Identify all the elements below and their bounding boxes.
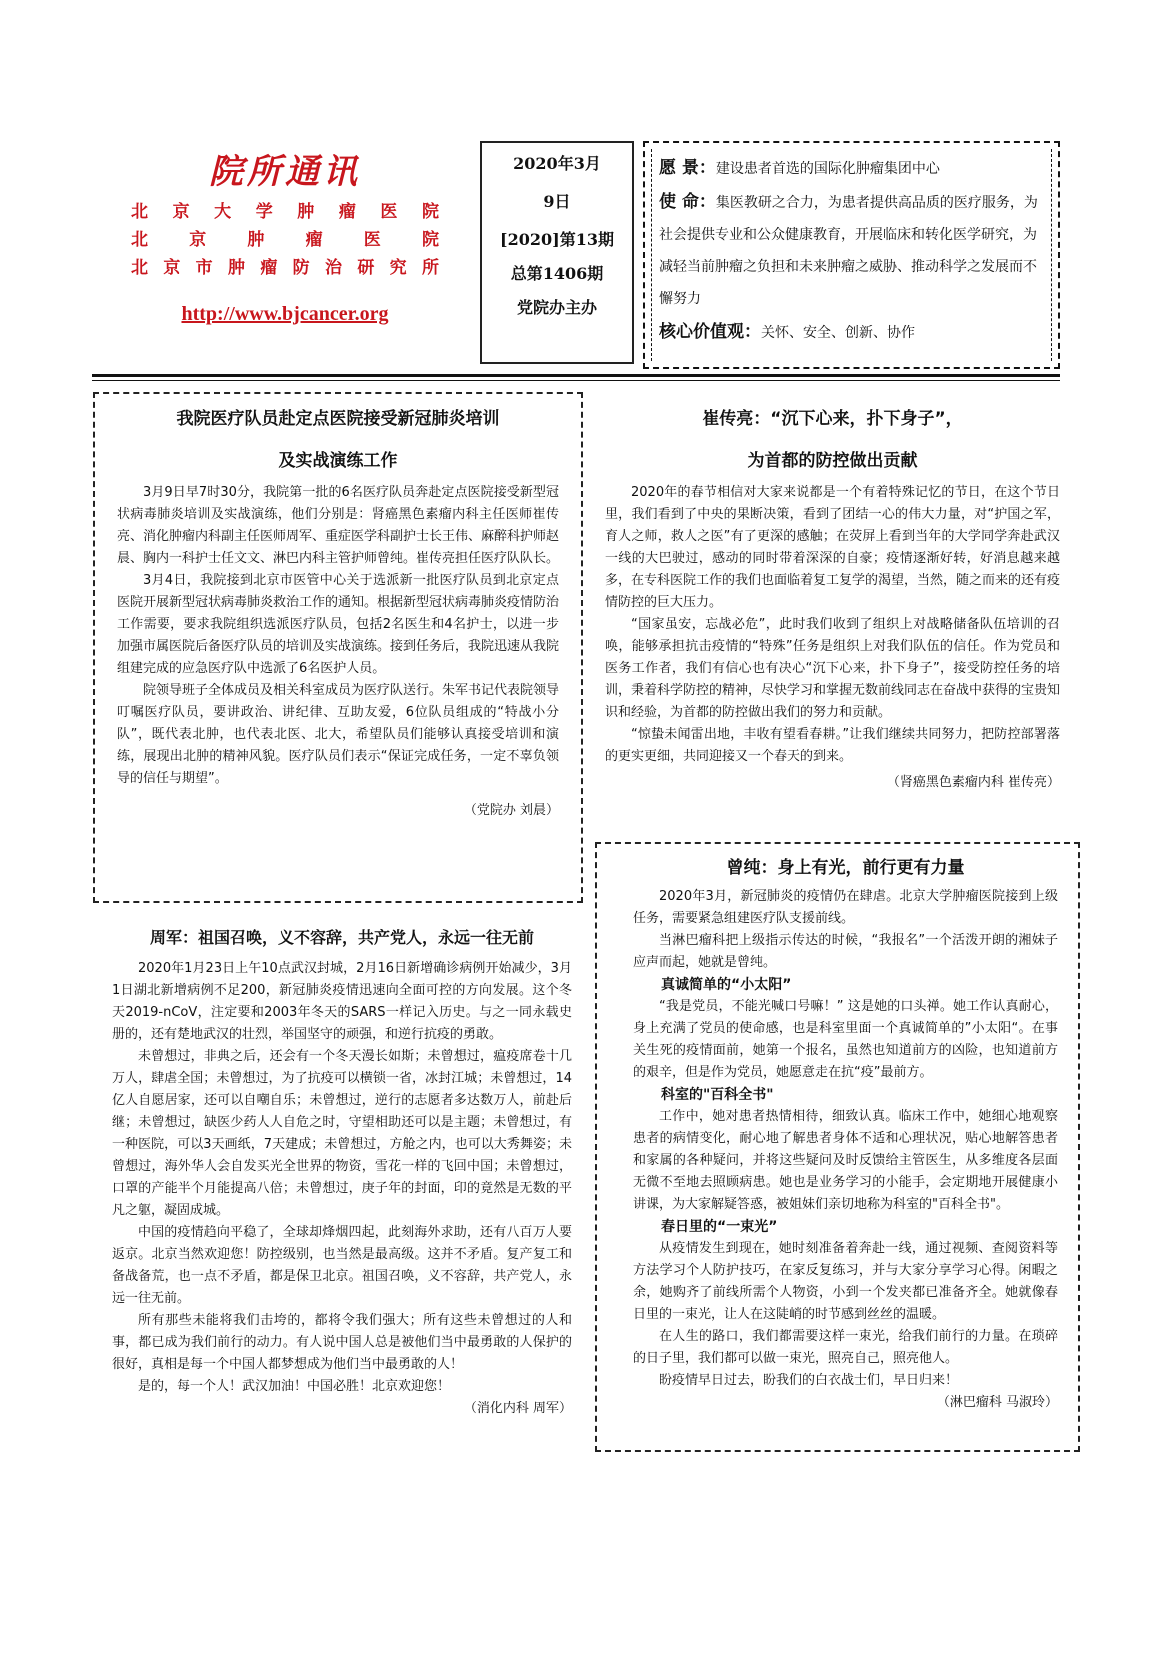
section-heading-encyclopedia: 科室的"百科全书" bbox=[661, 1087, 774, 1103]
article-zhoujun-para-1: 2020年1月23日上午10点武汉封城，2月16日新增确诊病例开始减少，3月1日湖北新增病例不足200，新冠肺炎疫情迅速向全面可控的方向发展。这个冬天2019-nCoV，注定要和2003年冬天的SARS一样记入历史。与之一同永载史册的，还有楚地武汉的壮烈，举国坚守的顽强，和逆行抗疫的勇敢。 bbox=[112, 961, 572, 1042]
article-training-para-2: 3月4日，我院接到北京市医管中心关于选派新一批医疗队员到北京定点医院开展新型冠状病毒肺炎救治工作的通知。根据新型冠状病毒肺炎疫情防治工作需要，要求我院组织选派医疗队员，包括2名医生和4名护士，以进一步加强市属医院后备医疗队员的培训及实战演练。接到任务后，我院迅速从我院组建完成的应急医疗队中选派了6名医护人员。 bbox=[117, 573, 560, 676]
issue-number: [2020]第13期 bbox=[500, 230, 614, 249]
website-link[interactable]: http://www.bjcancer.org bbox=[181, 303, 389, 325]
vision-label: 愿 景： bbox=[659, 158, 716, 178]
article-training-signature: （党院办 刘晨） bbox=[463, 803, 559, 818]
article-zhoujun bbox=[112, 918, 572, 1420]
article-zengchun-intro-2: 当淋巴瘤科把上级指示传达的时候，“我报名”一个活泼开朗的湘妹子应声而起，她就是曾纯。 bbox=[633, 933, 1058, 970]
article-zhoujun-signature: （消化内科 周军） bbox=[463, 1401, 572, 1416]
article-zengchun-title: 曾纯：身上有光，前行更有力量 bbox=[726, 858, 965, 878]
article-zengchun-closing-2: 盼疫情早日过去，盼我们的白衣战士们，早日归来！ bbox=[659, 1373, 959, 1388]
article-cui-title-2: 为首都的防控做出贡献 bbox=[747, 451, 918, 471]
article-cui-para-2: “国家虽安，忘战必危”，此时我们收到了组织上对战略储备队伍培训的召唤，能够承担抗击疫情的“特殊”任务是组织上对我们队伍的信任。作为党员和医务工作者，我们有信心也有决心“沉下心来，扑下身子”，接受防控任务的培训，秉着科学防控的精神，尽快学习和掌握无数前线同志在奋战中获得的宝贵知识和经验，为首都的防控做出我们的努力和贡献。 bbox=[605, 617, 1061, 720]
core-values bbox=[659, 315, 1048, 350]
issue-date-day: 9日 bbox=[543, 192, 571, 211]
article-training-title-1: 我院医疗队员赴定点医院接受新冠肺炎培训 bbox=[176, 409, 500, 429]
article-zengchun-closing-1: 在人生的路口，我们都需要这样一束光，给我们前行的力量。在琐碎的日子里，我们都可以做一束光，照亮自己，照亮他人。 bbox=[633, 1329, 1058, 1366]
issue-date-year-month: 2020年3月 bbox=[513, 154, 601, 173]
article-cui-signature: （肾癌黑色素瘤内科 崔传亮） bbox=[886, 775, 1060, 790]
mission-text: 集医教研之合力，为患者提供高品质的医疗服务，为社会提供专业和公众健康教育，开展临床和转化医学研究，为减轻当前肿瘤之负担和未来肿瘤之威胁、推动科学之发展而不懈努力 bbox=[659, 195, 1038, 307]
article-zhoujun-para-4: 所有那些未能将我们击垮的，都将令我们强大；所有这些未曾想过的人和事，都已成为我们前行的动力。有人说中国人总是被他们当中最勇敢的人保护的很好，真相是每一个中国人都梦想成为他们当中最勇敢的人！ bbox=[112, 1313, 572, 1372]
header-rule-thick bbox=[92, 374, 1060, 377]
institution-name-1: 北京大学肿瘤医院 bbox=[131, 202, 439, 222]
article-training-para-1: 3月9日早7时30分，我院第一批的6名医疗队员奔赴定点医院接受新型冠状病毒肺炎培训及实战演练，他们分别是：肾癌黑色素瘤内科主任医师崔传亮、消化肿瘤内科副主任医师周军、重症医学科副护士长王伟、麻醉科护师赵晨、胸内一科护士任文文、淋巴内科主管护师曾纯。崔传亮担任医疗队队长。 bbox=[117, 485, 560, 566]
article-zengchun-box bbox=[595, 842, 1080, 1452]
vision-text: 建设患者首选的国际化肿瘤集团中心 bbox=[715, 161, 940, 177]
newsletter-title: 院所通讯 bbox=[209, 152, 361, 192]
article-training-para-3: 院领导班子全体成员及相关科室成员为医疗队送行。朱军书记代表院领导叮嘱医疗队员，要讲政治、讲纪律、互助友爱，6位队员组成的“特战小分队”，既代表北肿，也代表北医、北大，希望队员们能够认真接受培训和演练，展现出北肿的精神风貌。医疗队员们表示“保证完成任务，一定不辜负领导的信任与期望”。 bbox=[117, 683, 560, 786]
section-text-encyclopedia: 工作中，她对患者热情相待，细致认真。临床工作中，她细心地观察患者的病情变化，耐心地了解患者身体不适和心理状况，贴心地解答患者和家属的各种疑问，并将这些疑问及时反馈给主管医生，从多维度各层面无微不至地去照顾病患。她也是业务学习的小能手，会定期地开展健康小讲课，为大家解疑答惑，被姐妹们亲切地称为科室的"百科全书"。 bbox=[633, 1109, 1058, 1212]
article-training-box bbox=[93, 392, 583, 903]
vision-statement bbox=[659, 151, 1048, 186]
institution-name-3: 北京市肿瘤防治研究所 bbox=[131, 258, 439, 278]
core-values-text: 关怀、安全、创新、协作 bbox=[761, 325, 915, 341]
article-cuichuanliang bbox=[605, 398, 1060, 794]
article-zengchun-signature: （淋巴瘤科 马淑玲） bbox=[936, 1395, 1058, 1410]
section-text-light: 从疫情发生到现在，她时刻准备着奔赴一线，通过视频、查阅资料等方法学习个人防护技巧，在家反复练习，并与大家分享学习心得。闲暇之余，她购齐了前线所需个人物资，小到一个发夹都已准备齐全。她就像春日里的一束光，让人在这陡峭的时节感到丝丝的温暖。 bbox=[633, 1241, 1058, 1322]
header-rule-thin bbox=[92, 380, 1060, 381]
section-heading-light: 春日里的“一束光” bbox=[661, 1219, 778, 1235]
mission-label: 使 命： bbox=[659, 192, 716, 212]
issue-info-box bbox=[480, 141, 634, 364]
article-zhoujun-para-2: 未曾想过，非典之后，还会有一个冬天漫长如斯；未曾想过，瘟疫席卷十几万人，肆虐全国；未曾想过，为了抗疫可以横锁一省，冰封江城；未曾想过，14亿人自愿居家，还可以自嘲自乐；未曾想过，逆行的志愿者多达数万人，前赴后继；未曾想过，缺医少药人人自危之时，守望相助还可以是主题；未曾想过，有一种医院，可以3天画纸，7天建成；未曾想过，方舱之内，也可以大秀舞姿；未曾想过，海外华人会自发买光全世界的物资，雪花一样的飞回中国；未曾想过，口罩的产能半个月能提高八倍；未曾想过，庚子年的封面，印的竟然是无数的平凡之躯，凝固成城。 bbox=[112, 1049, 572, 1218]
issue-total-number: 总第1406期 bbox=[510, 264, 604, 283]
issue-publisher: 党院办主办 bbox=[516, 298, 597, 317]
mission-statement bbox=[659, 186, 1048, 315]
article-zengchun-intro-1: 2020年3月，新冠肺炎的疫情仍在肆虐。北京大学肿瘤医院接到上级任务，需要紧急组建医疗队支援前线。 bbox=[633, 889, 1058, 926]
section-text-sun: “我是党员，不能光喊口号嘛！” 这是她的口头禅。她工作认真耐心，身上充满了党员的使命感，也是科室里面一个真诚简单的”小太阳“。在事关生死的疫情面前，她第一个报名，虽然也知道前方的凶险，也知道前方的艰辛，但是作为党员，她愿意走在抗“疫”最前方。 bbox=[633, 999, 1058, 1080]
mission-box bbox=[643, 141, 1060, 369]
article-zhoujun-para-5: 是的，每一个人！武汉加油！中国必胜！北京欢迎您！ bbox=[138, 1379, 451, 1394]
masthead-brand bbox=[100, 150, 470, 326]
article-zhoujun-title: 周军：祖国召唤，义不容辞，共产党人，永远一往无前 bbox=[149, 928, 534, 947]
article-cui-para-1: 2020年的春节相信对大家来说都是一个有着特殊记忆的节日，在这个节日里，我们看到了中央的果断决策，看到了团结一心的伟大力量，对“护国之军，育人之师，救人之医”有了更深的感触；在荧屏上看到当年的大学同学奔赴武汉一线的大巴驶过，感动的同时带着深深的自豪；疫情逐渐好转，好消息越来越多，在专科医院工作的我们也面临着复工复学的渴望，当然，随之而来的还有疫情防控的巨大压力。 bbox=[605, 485, 1061, 610]
core-values-label: 核心价值观： bbox=[659, 322, 761, 342]
article-training-title-2: 及实战演练工作 bbox=[278, 451, 398, 471]
institution-name-2: 北京肿瘤医院 bbox=[131, 230, 439, 250]
article-cui-title-1: 崔传亮：“沉下心来，扑下身子”， bbox=[702, 409, 963, 429]
section-heading-sun: 真诚简单的“小太阳” bbox=[661, 977, 792, 993]
article-cui-para-3: “惊蛰未闻雷出地，丰收有望看春耕。”让我们继续共同努力，把防控部署落的更实更细，共同迎接又一个春天的到来。 bbox=[605, 727, 1060, 764]
article-zhoujun-para-3: 中国的疫情趋向平稳了，全球却烽烟四起，此刻海外求助，还有八百万人要返京。北京当然欢迎您！防控级别，也当然是最高级。这并不矛盾。复产复工和备战备荒，也一点不矛盾，都是保卫北京。祖国召唤，义不容辞，共产党人，永远一往无前。 bbox=[112, 1225, 572, 1306]
